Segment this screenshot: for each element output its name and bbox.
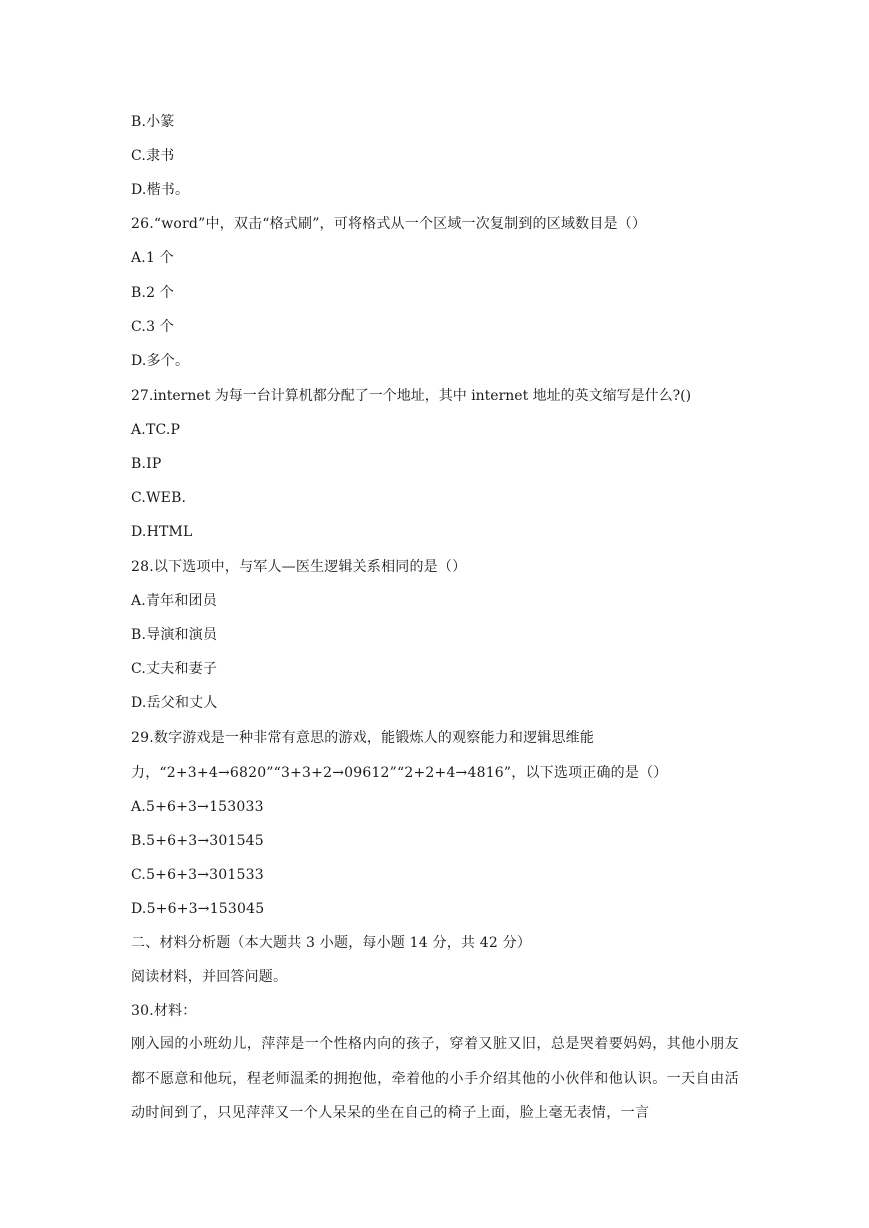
section-heading: 二、材料分析题（本大题共 3 小题，每小题 14 分，共 42 分） <box>131 935 532 951</box>
q26-option-b: B.2 个 <box>131 285 175 301</box>
q28-option-c: C.丈夫和妻子 <box>131 661 218 677</box>
q27-stem: 27.internet 为每一台计算机都分配了一个地址，其中 internet 地址的英文缩写是什么?() <box>131 388 692 404</box>
q26-option-a: A.1 个 <box>131 250 174 266</box>
q29-option-a: A.5+6+3→153033 <box>131 799 264 815</box>
q28-option-d: D.岳父和丈人 <box>131 695 218 711</box>
q26-option-c: C.3 个 <box>131 319 175 335</box>
q27-option-c: C.WEB. <box>131 490 187 506</box>
q29-option-c: C.5+6+3→301533 <box>131 867 264 883</box>
q28-option-b: B.导演和演员 <box>131 627 218 643</box>
section-instruction: 阅读材料，并回答问题。 <box>131 969 288 985</box>
q27-option-d: D.HTML <box>131 524 193 540</box>
q27-option-a: A.TC.P <box>131 422 181 438</box>
q27-option-b: B.IP <box>131 456 162 472</box>
q25-option-d: D.楷书。 <box>131 182 190 198</box>
q30-label: 30.材料： <box>131 1003 197 1019</box>
q29-stem: 29.数字游戏是一种非常有意思的游戏，能锻炼人的观察能力和逻辑思维能力，“2+3+4→6820”“3+3+2→09612”“2+2+4→4816”，以下选项正确的是（） <box>131 730 668 781</box>
q26-stem: 26.“word”中，双击“格式刷”，可将格式从一个区域一次复制到的区域数目是（） <box>131 216 647 232</box>
q26-option-d: D.多个。 <box>131 353 190 369</box>
q29-option-b: B.5+6+3→301545 <box>131 833 264 849</box>
q25-option-b: B.小篆 <box>131 114 175 130</box>
q29-option-d: D.5+6+3→153045 <box>131 901 265 917</box>
q30-material: 刚入园的小班幼儿，萍萍是一个性格内向的孩子，穿着又脏又旧，总是哭着要妈妈，其他小朋友都不愿意和他玩，程老师温柔的拥抱他，牵着他的小手介绍其他的小伙伴和他认识。一天自由活动时间到了，只见萍萍又一个人呆呆的坐在自己的椅子上面，脸上毫无表情，一言 <box>131 1036 739 1121</box>
q28-option-a: A.青年和团员 <box>131 593 217 609</box>
q28-stem: 28.以下选项中，与军人—医生逻辑关系相同的是（） <box>131 559 467 575</box>
q25-option-c: C.隶书 <box>131 148 175 164</box>
